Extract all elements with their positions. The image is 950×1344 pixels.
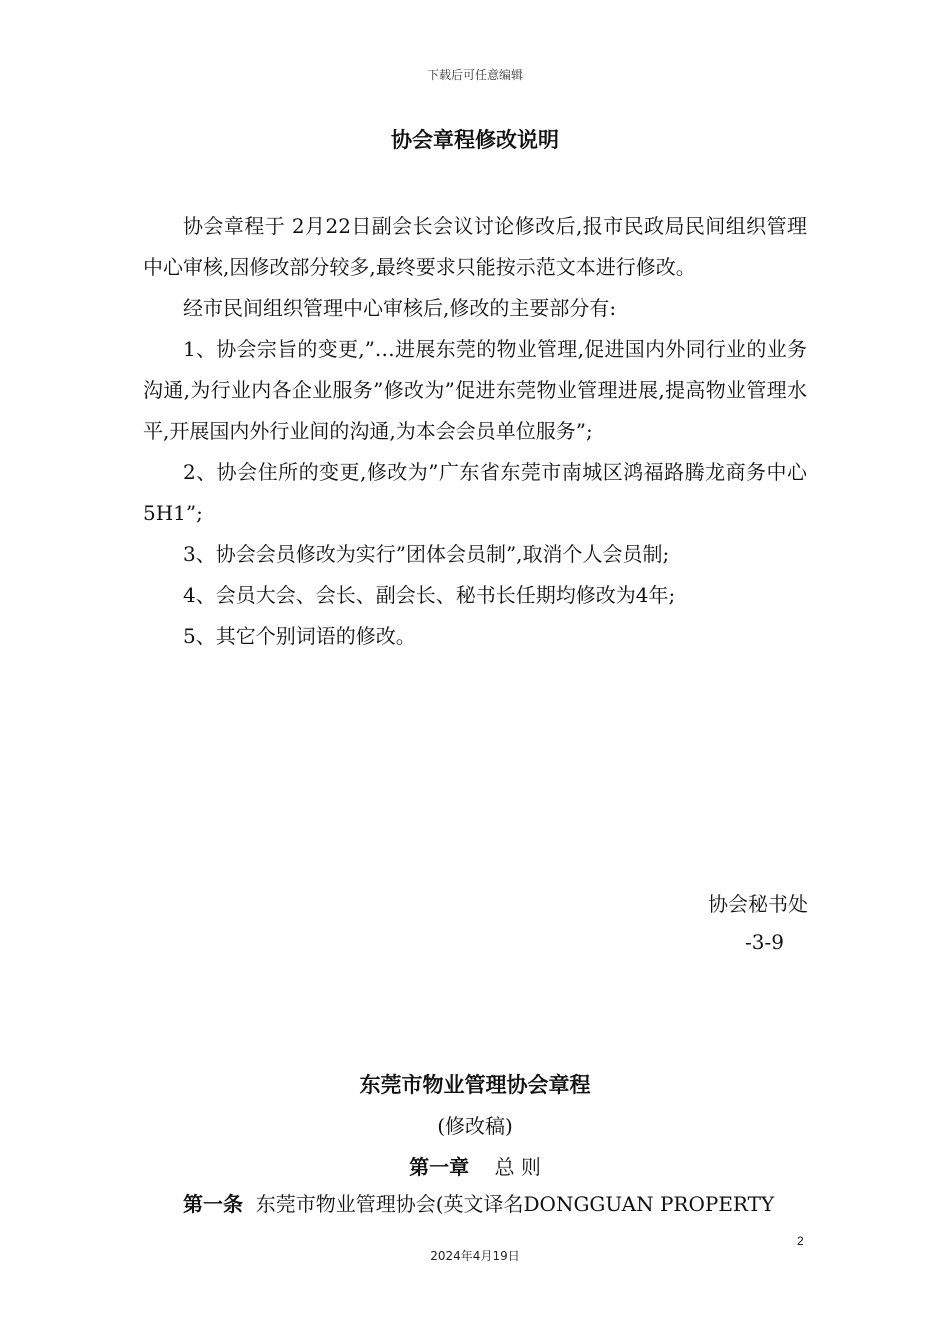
paragraph-summary: 经市民间组织管理中心审核后,修改的主要部分有: [183,296,617,320]
chapter-name: 总 则 [494,1155,541,1179]
page-number: 2 [797,1234,804,1248]
article-text: 东莞市物业管理协会(英文译名DONGGUAN PROPERTY [255,1192,775,1216]
page-title: 协会章程修改说明 [391,128,559,152]
charter-subtitle: (修改稿) [437,1114,513,1138]
article-label: 第一条 [183,1192,243,1216]
chapter-heading [0,1151,950,1180]
list-item: 3、协会会员修改为实行”团体会员制”,取消个人会员制; [183,542,670,566]
list-item: 5、其它个别词语的修改。 [183,624,416,648]
chapter-label: 第一章 [409,1155,470,1179]
signature-org: 协会秘书处 [708,892,808,916]
page-header: 下载后可任意编辑 [426,68,523,82]
article-one [143,1188,807,1217]
list-item: 1、协会宗旨的变更,”…进展东莞的物业管理,促进国内外同行业的业务沟通,为行业内各企业服务”修改为”促进东莞物业管理进展,提高物业管理水平,开展国内外行业间的沟通,为本会会员单位服务”; [143,337,807,443]
signature-date: -3-9 [745,930,784,954]
paragraph-intro: 协会章程于 2月22日副会长会议讨论修改后,报市民政局民间组织管理中心审核,因修改部分较多,最终要求只能按示范文本进行修改。 [143,214,807,279]
list-item: 2、协会住所的变更,修改为”广东省东莞市南城区鸿福路腾龙商务中心5H1”; [143,460,807,525]
footer-date: 2024年4月19日 [430,1249,520,1263]
body-text [143,206,807,657]
list-item: 4、会员大会、会长、副会长、秘书长任期均修改为4年; [183,583,676,607]
charter-title: 东莞市物业管理协会章程 [359,1073,591,1097]
